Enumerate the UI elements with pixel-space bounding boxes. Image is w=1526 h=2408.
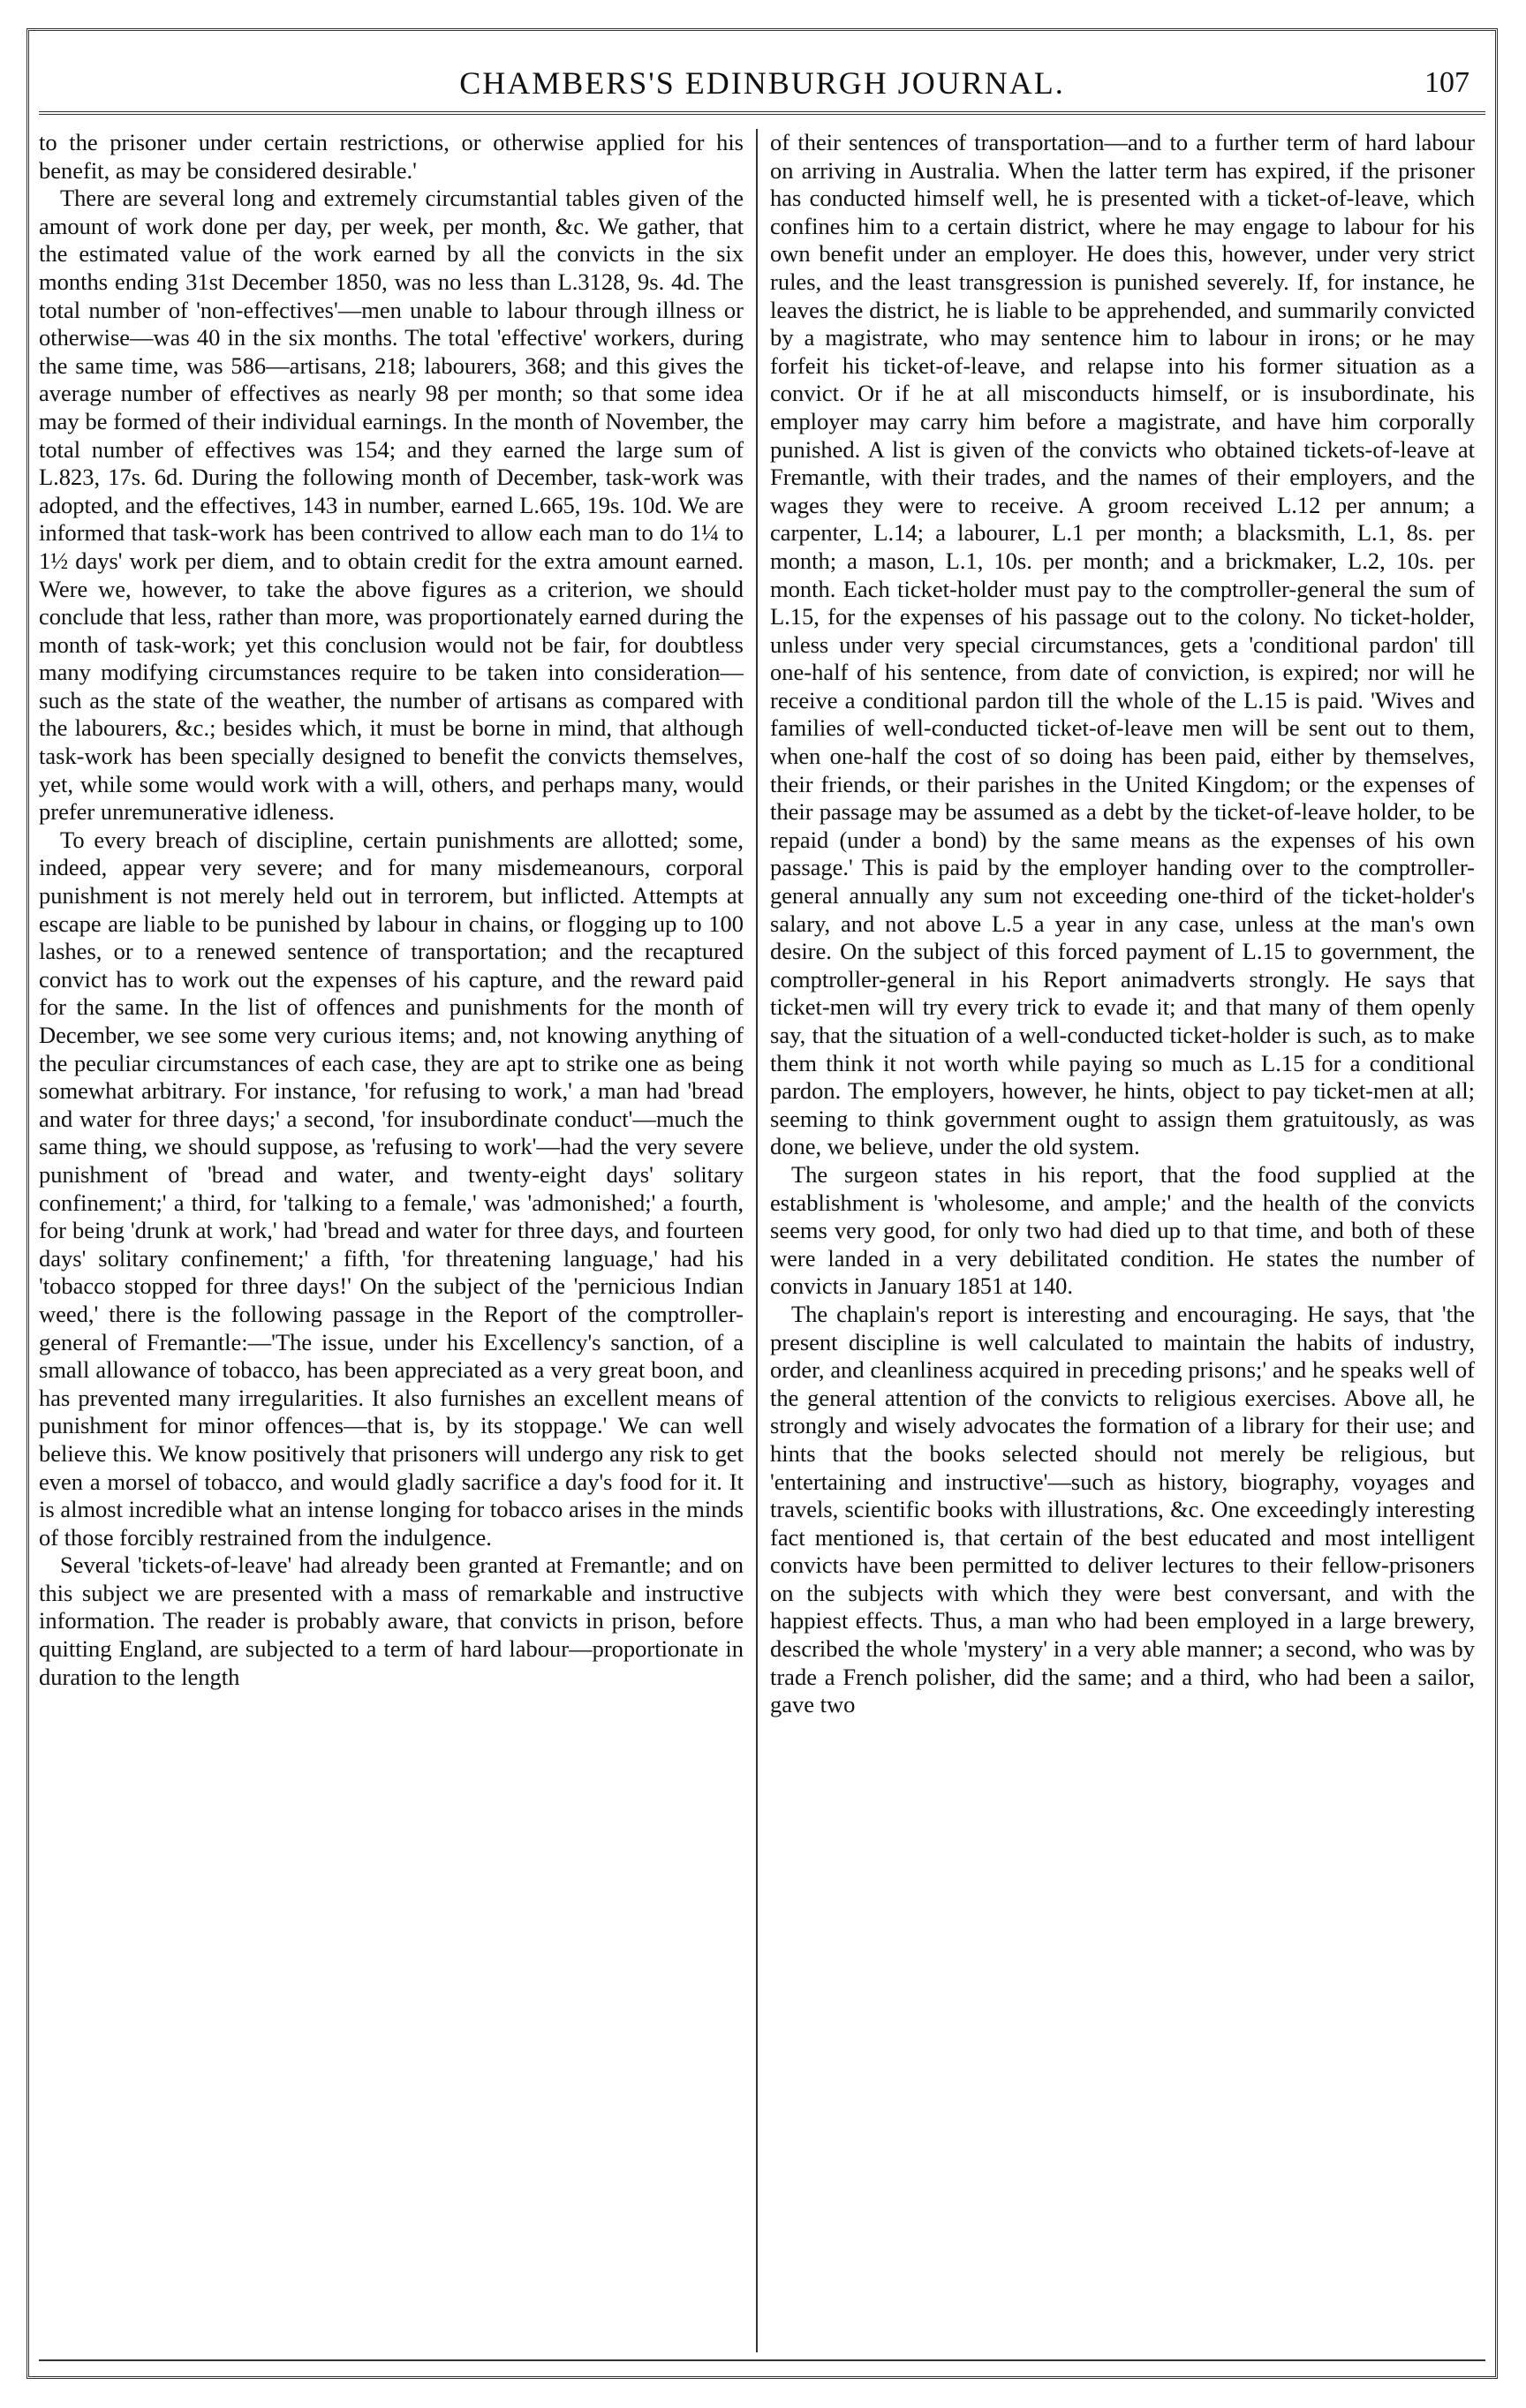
left-column xyxy=(39,129,744,2352)
header-rule xyxy=(39,111,1485,115)
footer-rule xyxy=(39,2359,1485,2361)
paragraph: Several 'tickets-of-leave' had already been granted at Fremantle; and on this subject we are presented with a mass of remarkable and instructive information. The reader is probably aware, that convicts in prison, before quitting England, are subjected to a term of hard labour—proportionate in duration to the length xyxy=(39,1551,744,1690)
journal-title: CHAMBERS'S EDINBURGH JOURNAL. xyxy=(459,65,1065,101)
running-head xyxy=(44,60,1480,106)
paragraph: The surgeon states in his report, that the food supplied at the establishment is 'wholesome, and ample;' and the health of the convicts seems very good, for only two had died up to that time, and both of these were landed in a very debilitated condition. He states the number of convicts in January 1851 at 140. xyxy=(770,1160,1475,1300)
right-column xyxy=(770,129,1475,2352)
page-number: 107 xyxy=(1424,66,1469,99)
paragraph: to the prisoner under certain restrictions, or otherwise applied for his benefit, as may be considered desirable.' xyxy=(39,129,744,184)
paragraph: of their sentences of transportation—and to a further term of hard labour on arriving in Australia. When the latter term has expired, if the prisoner has conducted himself well, he is presented with a ticket-of-leave, which confines him to a certain district, where he may engage to labour for his own benefit under an employer. He does this, however, under very strict rules, and the least transgression is punished severely. If, for instance, he leaves the district, he is liable to be apprehended, and summarily convicted by a magistrate, who may sentence him to labour in irons; or he may forfeit his ticket-of-leave, and relapse into his former situation as a convict. Or if he at all misconducts himself, or is insubordinate, his employer may carry him before a magistrate, and have him corporally punished. A list is given of the convicts who obtained tickets-of-leave at Fremantle, with their trades, and the names of their employers, and the wages they were to receive. A groom received L.12 per annum; a carpenter, L.14; a labourer, L.1 per month; a blacksmith, L.1, 8s. per month; a mason, L.1, 10s. per month; and a brickmaker, L.2, 10s. per month. Each ticket-holder must pay to the comptroller-general the sum of L.15, for the expenses of his passage out to the colony. No ticket-holder, unless under very special circumstances, gets a 'conditional pardon' till one-half of his sentence, from date of conviction, is expired; nor will he receive a conditional pardon till the whole of the L.15 is paid. 'Wives and families of well-conducted ticket-of-leave men will be sent out to them, when one-half the cost of so doing has been paid, either by themselves, their friends, or their parishes in the United Kingdom; or the expenses of their passage may be assumed as a debt by the ticket-of-leave holder, to be repaid (under a bond) by the same means as the expenses of his own passage.' This is paid by the employer handing over to the comptroller-general annually any sum not exceeding one-third of the ticket-holder's salary, and not above L.5 a year in any case, unless at the man's own desire. On the subject of this forced payment of L.15 to government, the comptroller-general in his Report animadverts strongly. He says that ticket-men will try every trick to evade it; and that many of them openly say, that the situation of a well-conducted ticket-holder is such, as to make them think it not worth while paying so much as L.15 for a conditional pardon. The employers, however, he hints, object to pay ticket-men at all; seeming to think government ought to assign them gratuitously, as was done, we believe, under the old system. xyxy=(770,129,1475,1160)
paragraph: To every breach of discipline, certain punishments are allotted; some, indeed, appear very severe; and for many misdemeanours, corporal punishment is not merely held out in terrorem, but inflicted. Attempts at escape are liable to be punished by labour in chains, or flogging up to 100 lashes, or to a renewed sentence of transportation; and the recaptured convict has to work out the expenses of his capture, and the reward paid for the same. In the list of offences and punishments for the month of December, we see some very curious items; and, not knowing anything of the peculiar circumstances of each case, they are apt to strike one as being somewhat arbitrary. For instance, 'for refusing to work,' a man had 'bread and water for three days;' a second, 'for insubordinate conduct'—much the same thing, we should suppose, as 'refusing to work'—had the very severe punishment of 'bread and water, and twenty-eight days' solitary confinement;' a third, for 'talking to a female,' was 'admonished;' a fourth, for being 'drunk at work,' had 'bread and water for three days, and fourteen days' solitary confinement;' a fifth, 'for threatening language,' had his 'tobacco stopped for three days!' On the subject of the 'pernicious Indian weed,' there is the following passage in the Report of the comptroller-general of Fremantle:—'The issue, under his Excellency's sanction, of a small allowance of tobacco, has been appreciated as a very great boon, and has prevented many irregularities. It also furnishes an excellent means of punishment for minor offences—that is, by its stoppage.' We can well believe this. We know positively that prisoners will undergo any risk to get even a morsel of tobacco, and would gladly sacrifice a day's food for it. It is almost incredible what an intense longing for tobacco arises in the minds of those forcibly restrained from the indulgence. xyxy=(39,826,744,1551)
column-divider xyxy=(756,129,758,2352)
paragraph: There are several long and extremely circumstantial tables given of the amount of work done per day, per week, per month, &c. We gather, that the estimated value of the work earned by all the convicts in the six months ending 31st December 1850, was no less than L.3128, 9s. 4d. The total number of 'non-effectives'—men unable to labour through illness or otherwise—was 40 in the six months. The total 'effective' workers, during the same time, was 586—artisans, 218; labourers, 368; and this gives the average number of effectives as nearly 98 per month; so that some idea may be formed of their individual earnings. In the month of November, the total number of effectives was 154; and they earned the large sum of L.823, 17s. 6d. During the following month of December, task-work was adopted, and the effectives, 143 in number, earned L.665, 19s. 10d. We are informed that task-work has been contrived to allow each man to do 1¼ to 1½ days' work per diem, and to obtain credit for the extra amount earned. Were we, however, to take the above figures as a criterion, we should conclude that less, rather than more, was proportionately earned during the month of task-work; yet this conclusion would not be fair, for doubtless many modifying circumstances require to be taken into consideration—such as the state of the weather, the number of artisans as compared with the labourers, &c.; besides which, it must be borne in mind, that although task-work has been specially designed to benefit the convicts themselves, yet, while some would work with a will, others, and perhaps many, would prefer unremunerative idleness. xyxy=(39,185,744,826)
paragraph: The chaplain's report is interesting and encouraging. He says, that 'the present discipline is well calculated to maintain the habits of industry, order, and cleanliness acquired in preceding prisons;' and he speaks well of the general attention of the convicts to religious exercises. Above all, he strongly and wisely advocates the formation of a library for their use; and hints that the books selected should not merely be religious, but 'entertaining and instructive'—such as history, biography, voyages and travels, scientific books with illustrations, &c. One exceedingly interesting fact mentioned is, that certain of the best educated and most intelligent convicts have been permitted to deliver lectures to their fellow-prisoners on the subjects with which they were best conversant, and with the happiest effects. Thus, a man who had been employed in a large brewery, described the whole 'mystery' in a very able manner; a second, who was by trade a French polisher, did the same; and a third, who had been a sailor, gave two xyxy=(770,1300,1475,1718)
